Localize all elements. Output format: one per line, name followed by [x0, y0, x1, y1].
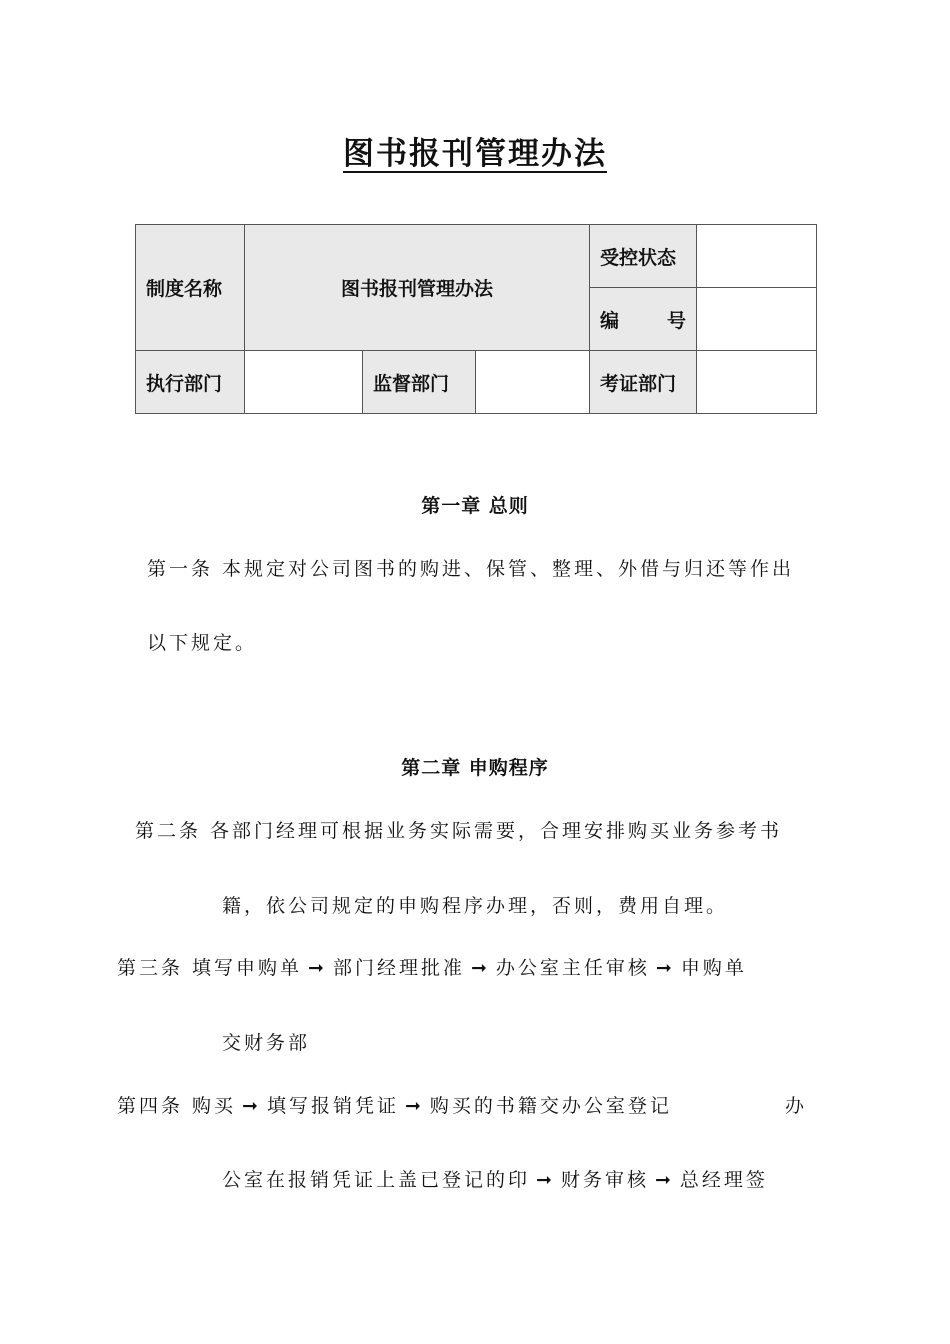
exec-dept-label: 执行部门 — [136, 351, 245, 414]
chapter-1-heading: 第一章 总则 — [421, 495, 529, 517]
arrow-right-icon: ➞ — [404, 1095, 424, 1117]
policy-info-table — [135, 224, 817, 414]
article-4-line-1-tail: 办 — [785, 1095, 808, 1117]
chapter-2-heading: 第二章 申购程序 — [401, 757, 549, 779]
number-value — [697, 288, 817, 351]
arrow-right-icon: ➞ — [655, 957, 675, 979]
audit-dept-value — [697, 351, 817, 414]
article-4-line-1: 第四条 购买 ➞ 填写报销凭证 ➞ 购买的书籍交办公室登记 — [117, 1095, 672, 1117]
supervise-dept-label: 监督部门 — [363, 351, 476, 414]
article-3-line-2: 交财务部 — [222, 1032, 311, 1054]
arrow-right-icon: ➞ — [470, 957, 490, 979]
policy-name-value: 图书报刊管理办法 — [245, 225, 590, 351]
exec-dept-value — [245, 351, 363, 414]
number-label: 编 号 — [590, 288, 697, 351]
audit-dept-label: 考证部门 — [590, 351, 697, 414]
article-3-line-1: 第三条 填写申购单 ➞ 部门经理批准 ➞ 办公室主任审核 ➞ 申购单 — [117, 957, 747, 979]
control-status-value — [697, 225, 817, 288]
document-title: 图书报刊管理办法 — [343, 136, 607, 172]
policy-name-label: 制度名称 — [136, 225, 245, 351]
article-1-line-2: 以下规定。 — [147, 632, 258, 654]
arrow-right-icon: ➞ — [242, 1095, 261, 1117]
supervise-dept-value — [476, 351, 590, 414]
article-2-line-2: 籍，依公司规定的申购程序办理，否则，费用自理。 — [222, 895, 729, 917]
article-2-line-1: 第二条 各部门经理可根据业务实际需要，合理安排购买业务参考书 — [135, 820, 783, 842]
article-1-line-1: 第一条 本规定对公司图书的购进、保管、整理、外借与归还等作出 — [147, 558, 795, 580]
article-4-line-2: 公室在报销凭证上盖已登记的印 ➞ 财务审核 ➞ 总经理签 — [222, 1169, 768, 1191]
arrow-right-icon: ➞ — [308, 957, 327, 979]
arrow-right-icon: ➞ — [536, 1169, 555, 1191]
control-status-label: 受控状态 — [590, 225, 697, 288]
arrow-right-icon: ➞ — [654, 1169, 674, 1191]
